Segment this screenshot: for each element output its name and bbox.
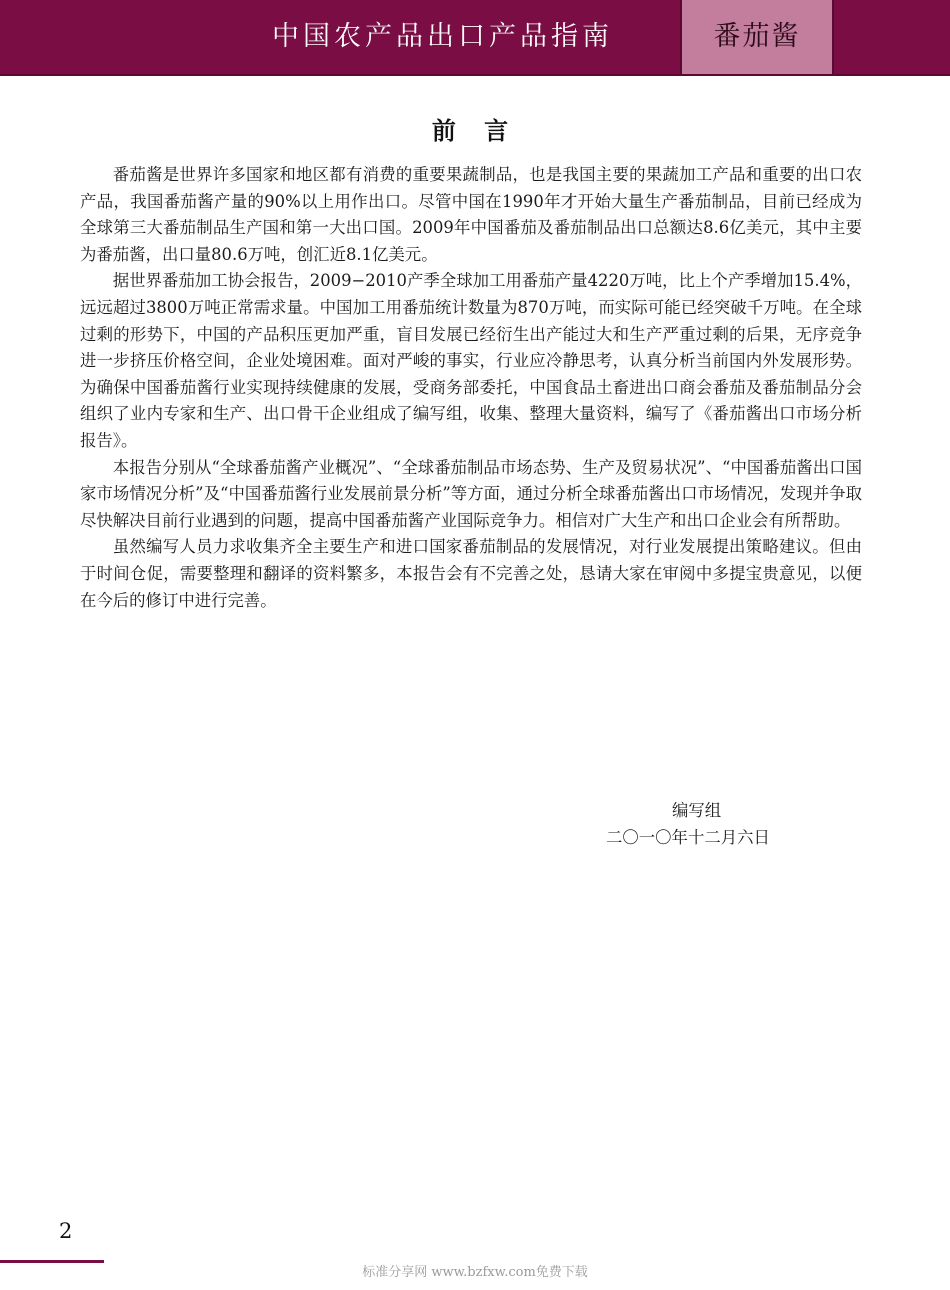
paragraph: 本报告分别从“全球番茄酱产业概况”、“全球番茄制品市场态势、生产及贸易状况”、“中国番茄酱出口国家市场情况分析”及“中国番茄酱行业发展前景分析”等方面，通过分析全球番茄酱出口市场情况，发现并争取尽快解决目前行业遇到的问题，提高中国番茄酱产业国际竞争力。相信对广大生产和出口企业会有所帮助。 <box>80 457 862 530</box>
section-tab <box>680 0 834 74</box>
header-bar <box>0 0 950 76</box>
section-tab-label: 番茄酱 <box>713 21 801 52</box>
publication-title: 中国农产品出口产品指南 <box>272 21 613 52</box>
page-number: 2 <box>59 1219 73 1243</box>
page-title: 前 言 <box>431 117 519 145</box>
signature-group: 编写组 <box>672 801 722 820</box>
signature-date: 二〇一〇年十二月六日 <box>606 828 770 847</box>
preface-body <box>80 162 862 614</box>
paragraph: 虽然编写人员力求收集齐全主要生产和进口国家番茄制品的发展情况，对行业发展提出策略建议。但由于时间仓促，需要整理和翻译的资料繁多，本报告会有不完善之处，恳请大家在审阅中多提宝贵意见，以便在今后的修订中进行完善。 <box>80 537 862 610</box>
paragraph: 番茄酱是世界许多国家和地区都有消费的重要果蔬制品，也是我国主要的果蔬加工产品和重要的出口农产品，我国番茄酱产量的90%以上用作出口。尽管中国在1990年才开始大量生产番茄制品，目前已经成为全球第三大番茄制品生产国和第一大出口国。2009年中国番茄及番茄制品出口总额达8.6亿美元，其中主要为番茄酱，出口量80.6万吨，创汇近8.1亿美元。 <box>80 165 862 264</box>
paragraph: 据世界番茄加工协会报告，2009−2010产季全球加工用番茄产量4220万吨，比上个产季增加15.4%，远远超过3800万吨正常需求量。中国加工用番茄统计数量为870万吨，而实际可能已经突破千万吨。在全球过剩的形势下，中国的产品积压更加严重，盲目发展已经衍生出产能过大和生产严重过剩的后果，无序竞争进一步挤压价格空间，企业处境困难。面对严峻的事实，行业应冷静思考，认真分析当前国内外发展形势。为确保中国番茄酱行业实现持续健康的发展，受商务部委托，中国食品土畜进出口商会番茄及番茄制品分会组织了业内专家和生产、出口骨干企业组成了编写组，收集、整理大量资料，编写了《番茄酱出口市场分析报告》。 <box>80 271 862 450</box>
watermark: 标准分享网 www.bzfxw.com免费下载 <box>362 1265 588 1280</box>
